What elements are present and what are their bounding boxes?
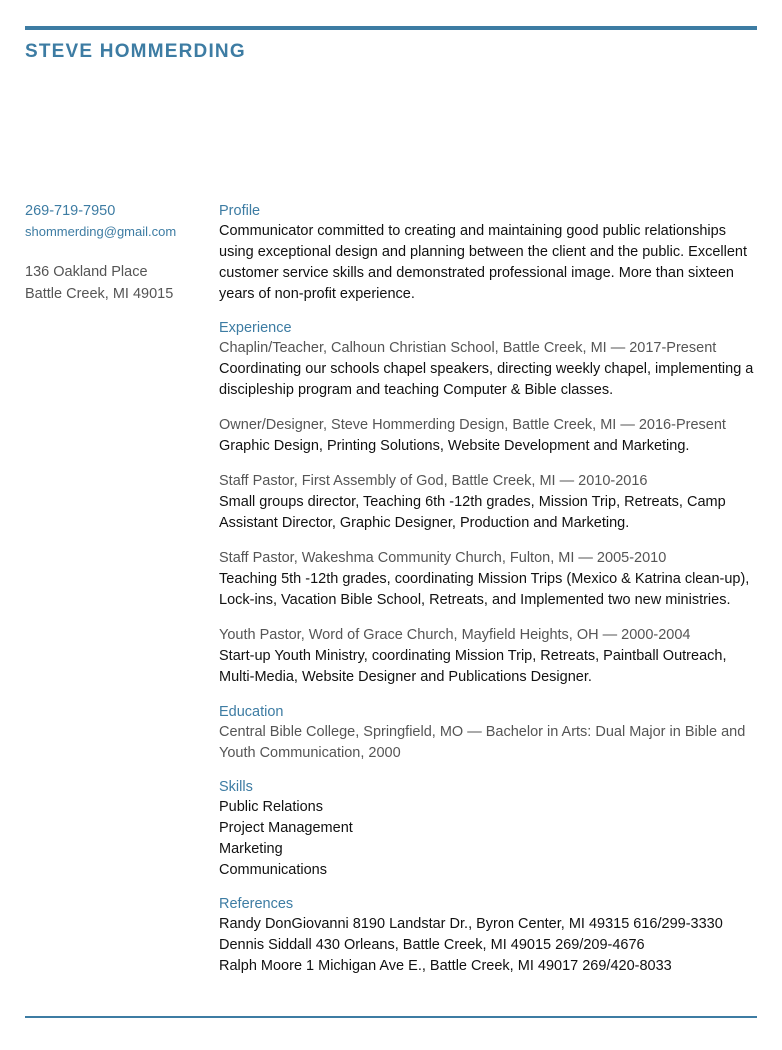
skill-item: Public Relations — [219, 799, 323, 815]
profile-heading: Profile — [219, 203, 261, 219]
experience-section — [219, 318, 764, 688]
top-rule — [25, 26, 757, 30]
reference-item: Ralph Moore 1 Michigan Ave E., Battle Creek, MI 49017 269/420-8033 — [219, 958, 672, 974]
job-description: Small groups director, Teaching 6th -12th grades, Mission Trip, Retreats, Camp Assistant Director, Graphic Designer, Production and Marketing. — [219, 494, 726, 531]
job-entry — [219, 625, 764, 688]
job-entry — [219, 338, 764, 401]
main-column — [219, 201, 764, 990]
bottom-rule — [25, 1016, 757, 1018]
job-description: Teaching 5th -12th grades, coordinating Mission Trips (Mexico & Katrina clean-up), Lock-ins, Vacation Bible School, Retreats, and Implemented two new ministries. — [219, 571, 750, 608]
profile-section — [219, 201, 764, 305]
references-section — [219, 894, 764, 977]
skill-item: Communications — [219, 862, 327, 878]
job-title: Owner/Designer, Steve Hommerding Design, Battle Creek, MI — 2016-Present — [219, 417, 726, 433]
job-title: Staff Pastor, First Assembly of God, Battle Creek, MI — 2010-2016 — [219, 473, 648, 489]
job-title: Staff Pastor, Wakeshma Community Church, Fulton, MI — 2005-2010 — [219, 550, 667, 566]
skills-heading: Skills — [219, 779, 253, 795]
skill-item: Marketing — [219, 841, 283, 857]
education-text: Central Bible College, Springfield, MO — Bachelor in Arts: Dual Major in Bible and Youth Communication, 2000 — [219, 724, 746, 761]
reference-item: Randy DonGiovanni 8190 Landstar Dr., Byron Center, MI 49315 616/299-3330 — [219, 916, 723, 932]
profile-text: Communicator committed to creating and maintaining good public relationships using exceptional design and planning between the client and the public. Excellent customer service skills and demonstrated professional image. More than sixteen years of non-profit experience. — [219, 223, 748, 302]
skills-section — [219, 777, 764, 881]
resume-name: STEVE HOMMERDING — [25, 41, 246, 62]
skill-item: Project Management — [219, 820, 353, 836]
education-section — [219, 702, 764, 764]
job-entry — [219, 548, 764, 611]
phone-number: 269-719-7950 — [25, 203, 116, 219]
address-line-2: Battle Creek, MI 49015 — [25, 286, 174, 302]
job-title: Chaplin/Teacher, Calhoun Christian School, Battle Creek, MI — 2017-Present — [219, 340, 717, 356]
email-address: shommerding@gmail.com — [25, 224, 177, 239]
job-description: Coordinating our schools chapel speakers, directing weekly chapel, implementing a discipleship program and teaching Computer & Bible classes. — [219, 361, 754, 398]
experience-heading: Experience — [219, 320, 292, 336]
address-line-1: 136 Oakland Place — [25, 264, 148, 280]
job-title: Youth Pastor, Word of Grace Church, Mayfield Heights, OH — 2000-2004 — [219, 627, 691, 643]
job-entry — [219, 415, 764, 457]
education-heading: Education — [219, 704, 284, 720]
reference-item: Dennis Siddall 430 Orleans, Battle Creek, MI 49015 269/209-4676 — [219, 937, 645, 953]
job-description: Graphic Design, Printing Solutions, Website Development and Marketing. — [219, 438, 690, 454]
job-entry — [219, 471, 764, 534]
contact-column — [25, 201, 210, 305]
references-heading: References — [219, 896, 294, 912]
job-description: Start-up Youth Ministry, coordinating Mission Trip, Retreats, Paintball Outreach, Multi-Media, Website Designer and Publications Designer. — [219, 648, 727, 685]
